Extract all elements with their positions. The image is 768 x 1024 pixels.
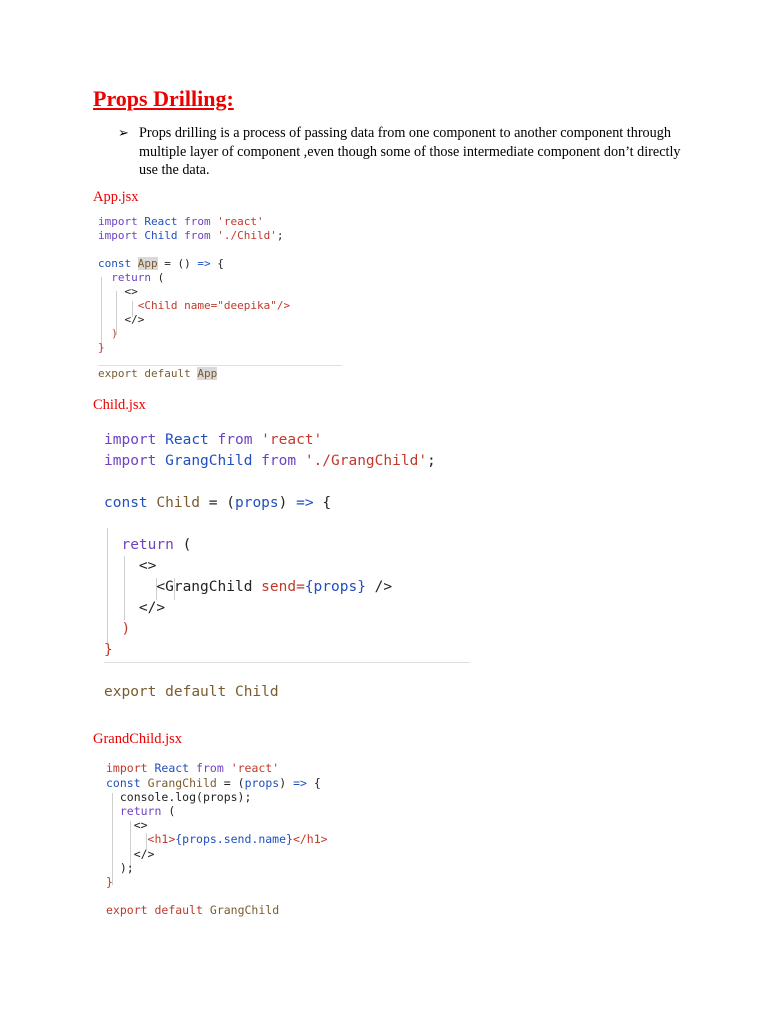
code-line: <h1>{props.send.name}</h1> xyxy=(147,832,328,846)
code-line: </> xyxy=(133,847,155,861)
code-token: import xyxy=(98,215,138,228)
code-line: const App = () => { xyxy=(98,257,224,270)
code-line: ) xyxy=(121,621,131,637)
arrow-bullet-icon: ➢ xyxy=(118,125,129,140)
code-block-grandchild xyxy=(106,761,406,921)
file-label-grandchild: GrandChild.jsx xyxy=(93,731,183,747)
code-line: </> xyxy=(124,313,145,326)
code-line: <> xyxy=(138,558,157,574)
code-line: ); xyxy=(119,861,134,875)
code-line: import Child from './Child'; xyxy=(98,229,284,242)
code-line: import GrangChild from './GrangChild'; xyxy=(104,453,436,469)
code-line: return ( xyxy=(119,804,176,818)
code-line: </> xyxy=(138,600,166,616)
code-line: const Child = (props) => { xyxy=(104,495,332,511)
code-line: const GrangChild = (props) => { xyxy=(106,776,321,790)
code-block-child xyxy=(104,432,470,707)
code-line: export default GrangChild xyxy=(106,903,280,917)
code-line: import React from 'react' xyxy=(98,215,264,228)
code-line: export default App xyxy=(98,367,218,380)
file-label-child: Child.jsx xyxy=(93,397,146,413)
code-line: console.log(props); xyxy=(119,790,252,804)
code-line: export default Child xyxy=(104,684,279,700)
code-line: <GrangChild send={props} /> xyxy=(156,579,393,595)
code-line: import React from 'react' xyxy=(106,761,280,775)
code-line: <> xyxy=(133,818,148,832)
code-line: return ( xyxy=(121,537,192,553)
code-block-app xyxy=(98,215,342,385)
file-label-app: App.jsx xyxy=(93,189,139,205)
page-title: Props Drilling: xyxy=(93,86,234,111)
code-line: import React from 'react' xyxy=(104,432,323,448)
code-line: <Child name="deepika"/> xyxy=(137,299,291,312)
code-line: return ( xyxy=(111,271,165,284)
bullet-text: Props drilling is a process of passing data from one component to another component through multiple layer of component ,even though some of those intermediate component don’t directly use the data. xyxy=(139,125,681,178)
code-line: } xyxy=(98,341,105,354)
code-line: <> xyxy=(124,285,138,298)
code-line: } xyxy=(106,875,113,889)
code-line: ) xyxy=(111,327,118,340)
code-line: } xyxy=(104,642,113,658)
